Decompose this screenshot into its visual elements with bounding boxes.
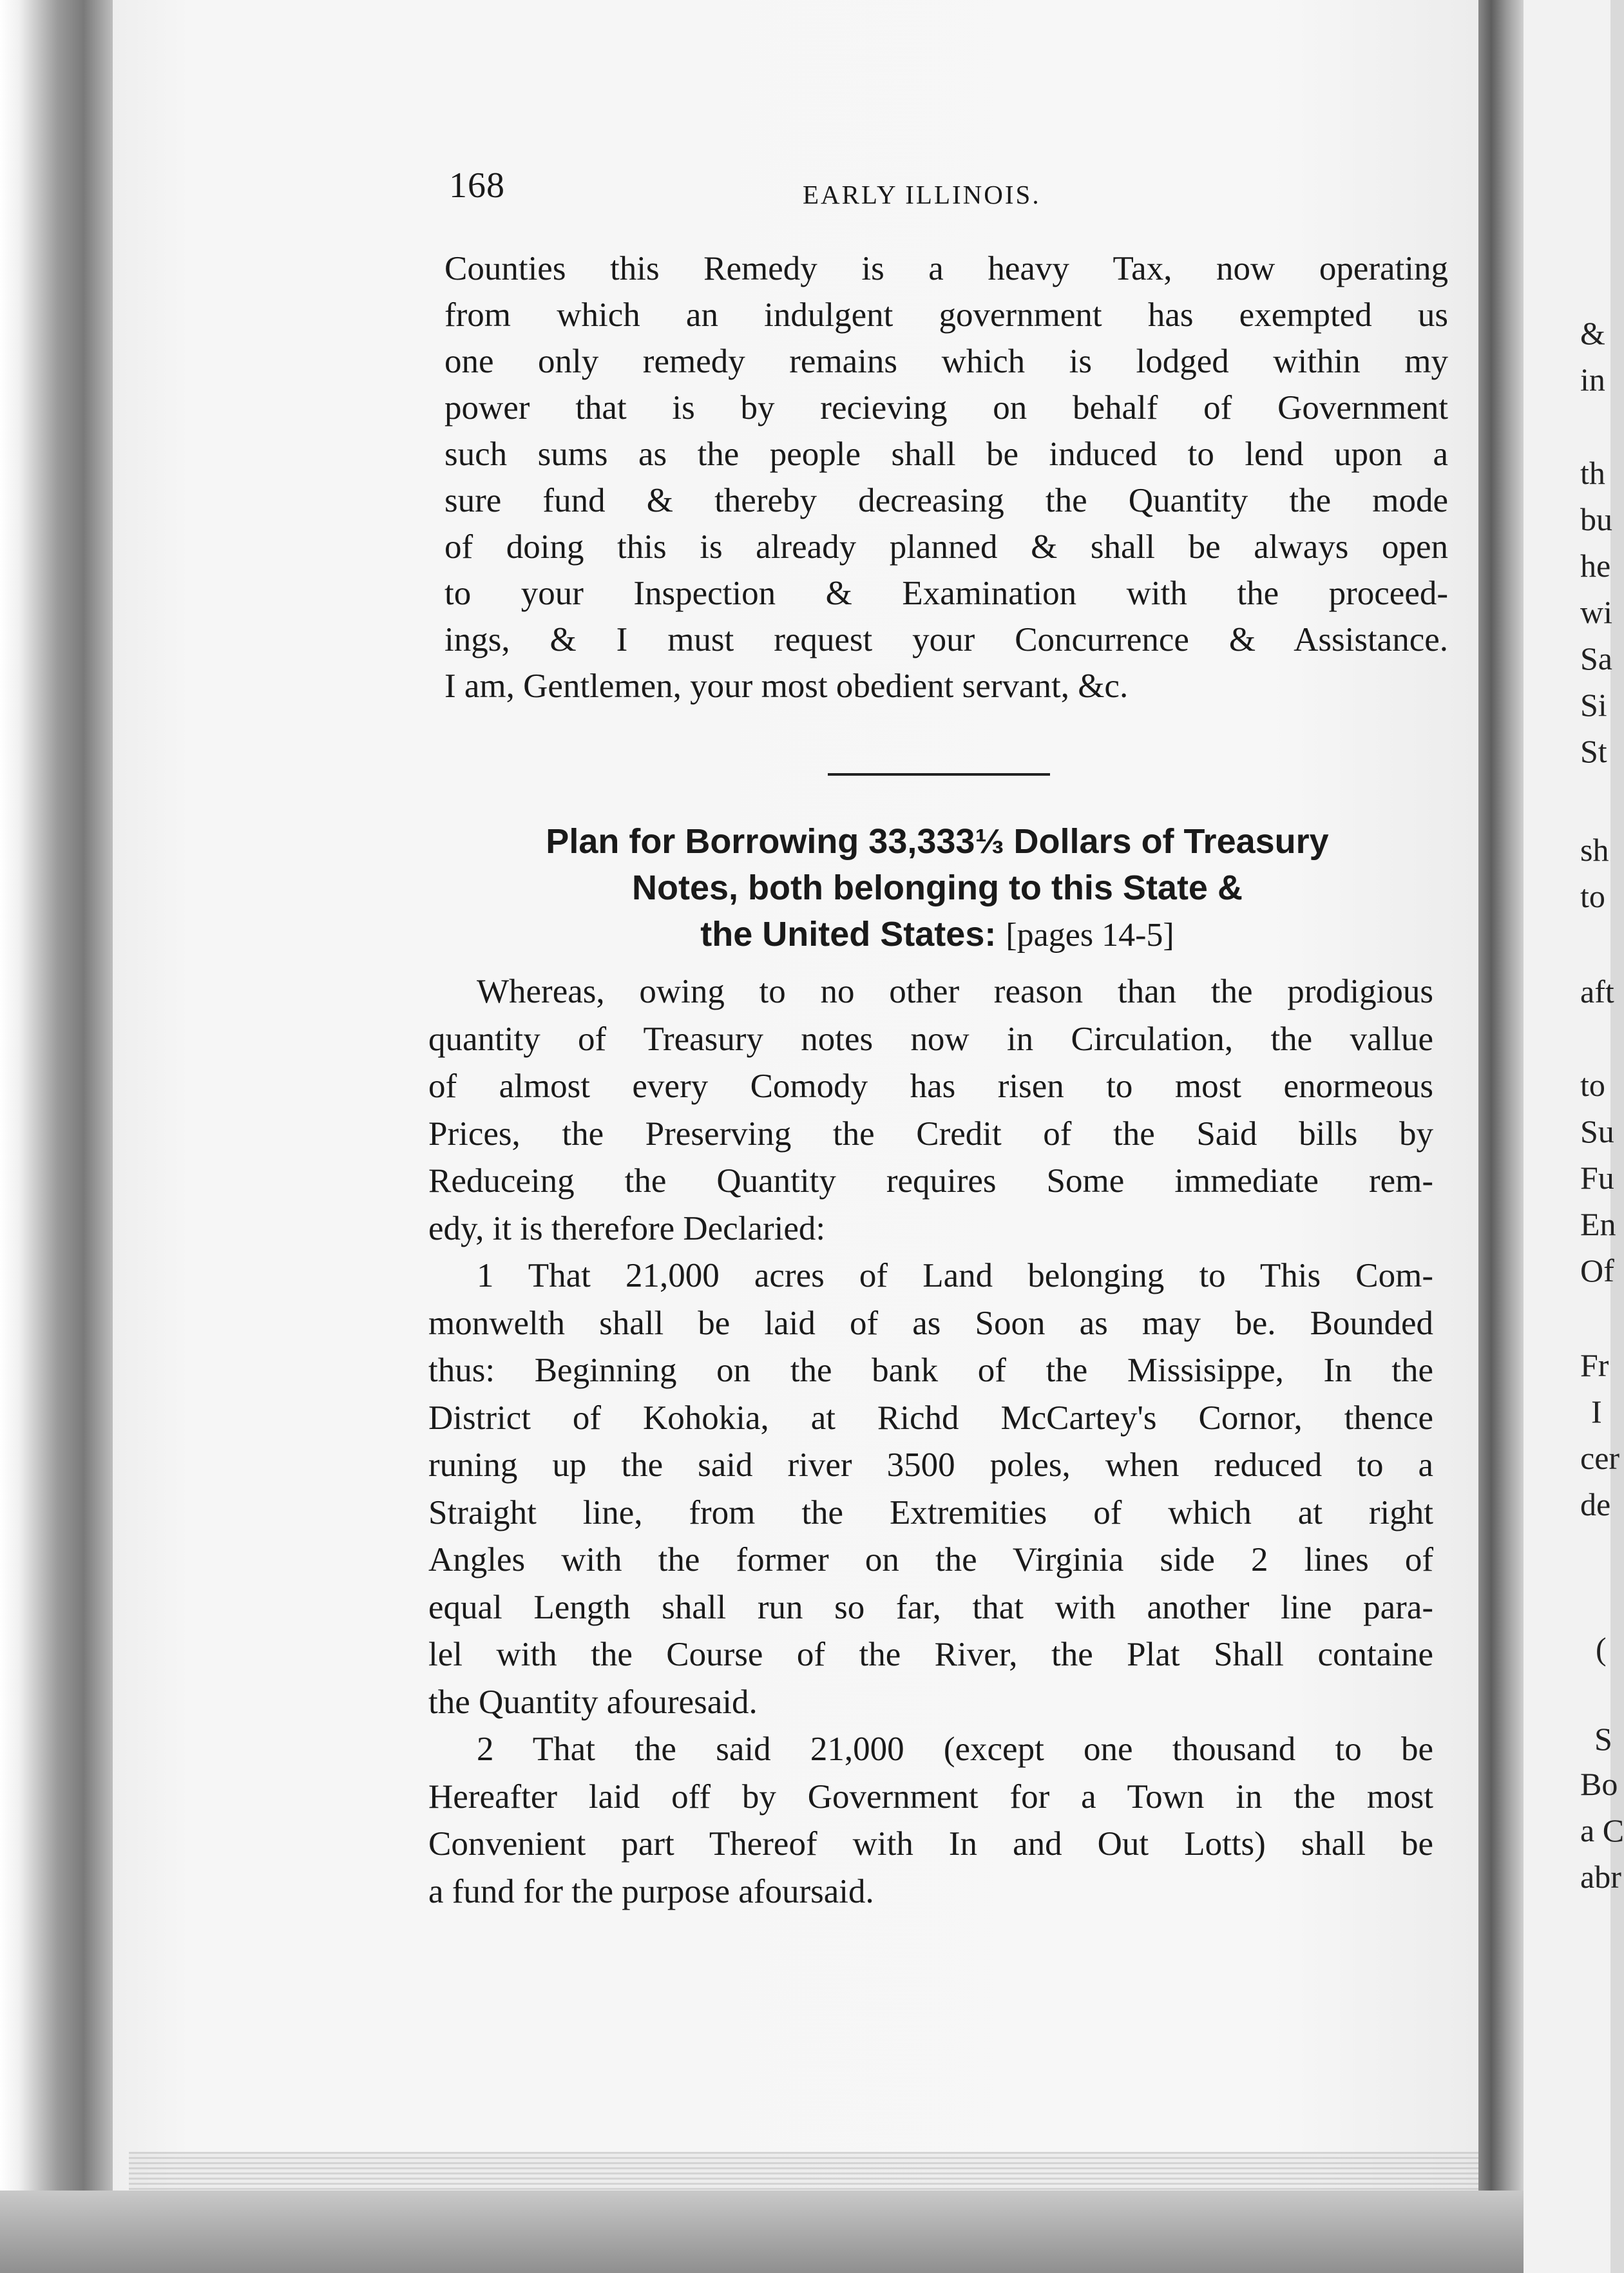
text-line: of almost every Comody has risen to most enormeous bbox=[428, 1068, 1433, 1105]
text-line: ings, & I must request your Concurrence & Assistance. bbox=[444, 621, 1448, 658]
facing-fragment: in bbox=[1580, 361, 1605, 398]
facing-fragment: Of bbox=[1580, 1252, 1614, 1289]
text-line: 2 That the said 21,000 (except one thousand to be bbox=[477, 1731, 1433, 1768]
text-line: Reduceing the Quantity requires Some immediate rem- bbox=[428, 1162, 1433, 1200]
plan-body bbox=[428, 968, 1433, 1915]
text-line: Hereafter laid off by Government for a Town in the most bbox=[428, 1778, 1433, 1816]
text-line: to your Inspection & Examination with the proceed- bbox=[444, 575, 1448, 612]
page-number: 168 bbox=[449, 166, 505, 206]
facing-fragment: Sa bbox=[1580, 640, 1612, 676]
facing-page bbox=[1524, 0, 1624, 2273]
text-line: District of Kohokia, at Richd McCartey's Cornor, thence bbox=[428, 1399, 1433, 1437]
facing-fragment: Su bbox=[1580, 1113, 1614, 1149]
continued-paragraph bbox=[444, 245, 1448, 709]
heading-line: Notes, both belonging to this State & bbox=[632, 868, 1243, 907]
facing-fragment: he bbox=[1580, 548, 1611, 584]
facing-fragment: S bbox=[1594, 1721, 1612, 1757]
text-line: the Quantity afouresaid. bbox=[428, 1683, 758, 1721]
facing-fragment: to bbox=[1580, 878, 1605, 914]
text-line: runing up the said river 3500 poles, when reduced to a bbox=[428, 1446, 1433, 1484]
text-line: thus: Beginning on the bank of the Missisippe, In the bbox=[428, 1352, 1433, 1389]
text-line: a fund for the purpose afoursaid. bbox=[428, 1872, 874, 1910]
heading-line: Plan for Borrowing 33,333⅓ Dollars of Treasury bbox=[546, 822, 1329, 861]
book-spine bbox=[1478, 0, 1524, 2273]
section-divider bbox=[828, 773, 1050, 776]
facing-fragment: a C bbox=[1580, 1812, 1624, 1848]
text-line: such sums as the people shall be induced to lend upon a bbox=[444, 436, 1448, 473]
text-line: quantity of Treasury notes now in Circulation, the vallue bbox=[428, 1020, 1433, 1058]
facing-fragment: bu bbox=[1580, 501, 1612, 537]
text-line: Whereas, owing to no other reason than the prodigious bbox=[477, 973, 1433, 1010]
heading-line bbox=[425, 911, 1449, 959]
text-line: Convenient part Thereof with In and Out Lotts) shall be bbox=[428, 1825, 1433, 1863]
text-line: edy, it is therefore Declaried: bbox=[428, 1209, 826, 1247]
pages-reference: [pages 14-5] bbox=[1006, 917, 1174, 954]
heading-line-text: the United States: bbox=[700, 915, 997, 954]
text-line: 1 That 21,000 acres of Land belonging to This Com- bbox=[477, 1257, 1433, 1294]
facing-fragment: aft bbox=[1580, 973, 1614, 1010]
facing-fragment: abr bbox=[1580, 1859, 1621, 1895]
bottom-edge bbox=[0, 2191, 1610, 2273]
text-line: sure fund & thereby decreasing the Quantity the mode bbox=[444, 482, 1448, 519]
facing-fragment: Bo bbox=[1580, 1766, 1618, 1802]
text-line: equal Length shall run so far, that with another line para- bbox=[428, 1588, 1433, 1626]
text-line: from which an indulgent government has exempted us bbox=[444, 296, 1448, 334]
facing-fragment: En bbox=[1580, 1206, 1616, 1242]
running-head: EARLY ILLINOIS. bbox=[803, 180, 1041, 209]
text-line: lel with the Course of the River, the Plat Shall containe bbox=[428, 1636, 1433, 1673]
left-gutter bbox=[0, 0, 113, 2273]
text-line: Straight line, from the Extremities of which at right bbox=[428, 1493, 1433, 1531]
text-line: Angles with the former on the Virginia side 2 lines of bbox=[428, 1541, 1433, 1578]
facing-fragment: I bbox=[1591, 1394, 1602, 1430]
facing-fragment: de bbox=[1580, 1486, 1611, 1522]
text-line: I am, Gentlemen, your most obedient servant, &c. bbox=[444, 667, 1129, 705]
facing-fragment: to bbox=[1580, 1067, 1605, 1103]
text-line: Counties this Remedy is a heavy Tax, now operating bbox=[444, 250, 1448, 287]
section-heading bbox=[425, 818, 1449, 959]
text-line: of doing this is already planned & shall be always open bbox=[444, 528, 1448, 566]
facing-fragment: wi bbox=[1580, 594, 1612, 630]
facing-fragment: cer bbox=[1580, 1440, 1620, 1476]
facing-fragment: sh bbox=[1580, 832, 1609, 868]
facing-fragment: St bbox=[1580, 733, 1607, 769]
facing-fragment: Fu bbox=[1580, 1160, 1614, 1196]
facing-fragment: & bbox=[1580, 315, 1605, 351]
text-line: monwelth shall be laid of as Soon as may be. Bounded bbox=[428, 1304, 1433, 1342]
facing-fragment: Si bbox=[1580, 687, 1607, 723]
facing-fragment: ( bbox=[1596, 1631, 1607, 1667]
text-line: power that is by recieving on behalf of Government bbox=[444, 389, 1448, 427]
facing-fragment: Fr bbox=[1580, 1347, 1609, 1383]
facing-fragment: th bbox=[1580, 455, 1605, 491]
page-edge-shadow bbox=[129, 2152, 1482, 2191]
text-line: Prices, the Preserving the Credit of the Said bills by bbox=[428, 1115, 1433, 1153]
text-line: one only remedy remains which is lodged within my bbox=[444, 343, 1448, 380]
